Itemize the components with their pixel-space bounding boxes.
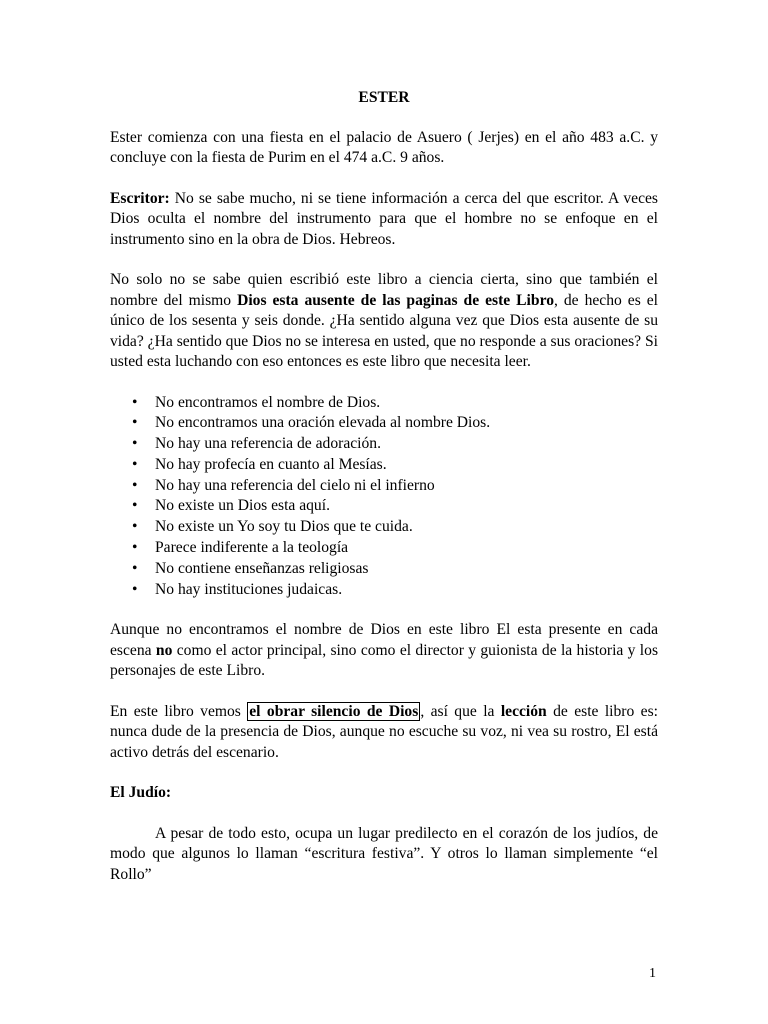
intro-paragraph bbox=[110, 128, 658, 169]
presence-paragraph bbox=[110, 620, 658, 682]
page-number: 1 bbox=[649, 966, 656, 981]
bullet-icon: • bbox=[132, 580, 138, 598]
boxed-phrase: el obrar silencio de Dios bbox=[249, 702, 419, 720]
bullet-icon: • bbox=[132, 539, 138, 557]
list-item bbox=[110, 538, 658, 559]
bullet-icon: • bbox=[132, 435, 138, 453]
absence-text-after: , de hecho es el único de los sesenta y seis donde. ¿Ha sentido alguna vez que Dios esta ausente de su vida? ¿Ha sentido que Dios no se interesa en usted, que no responde a sus oraciones? Si usted esta luchando con eso entonces es este libro que necesita leer. bbox=[110, 291, 659, 370]
absence-paragraph bbox=[110, 270, 658, 373]
intro-text: Ester comienza con una fiesta en el palacio de Asuero ( Jerjes) en el año 483 a.C. y concluye con la fiesta de Purim en el 474 a.C. 9 años. bbox=[110, 128, 658, 166]
list-item-text: No encontramos el nombre de Dios. bbox=[155, 393, 381, 411]
page-title: ESTER bbox=[358, 89, 410, 106]
bullet-icon: • bbox=[132, 393, 138, 411]
document-body bbox=[110, 88, 658, 905]
lesson-text-after: de este libro es: nunca dude de la presencia de Dios, aunque no escuche su voz, ni vea su rostro, El está activo detrás del escenario. bbox=[110, 702, 658, 761]
writer-text: No se sabe mucho, ni se tiene información a cerca del que escritor. A veces Dios oculta el nombre del instrumento para que el hombre no se enfoque en el instrumento sino en la obra de Dios. Hebreos. bbox=[110, 189, 658, 248]
judio-heading bbox=[110, 783, 658, 804]
judio-paragraph bbox=[110, 824, 658, 886]
presence-text-after: como el actor principal, sino como el director y guionista de la historia y los personajes de este Libro. bbox=[110, 641, 659, 680]
absence-text-before: No solo no se sabe quien escribió este libro a ciencia cierta, sino que también el nombre del mismo bbox=[110, 271, 658, 309]
presence-text-bold: no bbox=[155, 641, 173, 659]
list-item bbox=[110, 476, 658, 497]
judio-heading-text: El Judío: bbox=[110, 784, 172, 802]
lesson-text-middle: , así que la bbox=[420, 702, 501, 720]
list-item bbox=[110, 455, 658, 476]
list-item bbox=[110, 413, 658, 434]
list-item-text: No existe un Dios esta aquí. bbox=[155, 497, 330, 515]
bullet-icon: • bbox=[132, 414, 138, 432]
bullet-icon: • bbox=[132, 559, 138, 577]
absence-text-bold: Dios esta ausente de las paginas de este Libro bbox=[237, 291, 555, 309]
list-item-text: No contiene enseñanzas religiosas bbox=[155, 559, 369, 577]
list-item-text: No hay una referencia de adoración. bbox=[155, 435, 381, 453]
list-item bbox=[110, 434, 658, 455]
bullet-icon: • bbox=[132, 497, 138, 515]
lesson-word: lección bbox=[500, 702, 547, 720]
list-item-text: No hay profecía en cuanto al Mesías. bbox=[155, 455, 387, 473]
list-item bbox=[110, 393, 658, 414]
absence-bullet-list bbox=[110, 393, 658, 601]
bullet-icon: • bbox=[132, 476, 138, 494]
list-item-text: No hay una referencia del cielo ni el infierno bbox=[155, 476, 435, 494]
presence-text-before: Aunque no encontramos el nombre de Dios en este libro El esta presente en cada escena bbox=[110, 621, 658, 659]
list-item-text: Parece indiferente a la teología bbox=[155, 539, 349, 557]
list-item-text: No existe un Yo soy tu Dios que te cuida. bbox=[155, 518, 413, 536]
lesson-paragraph bbox=[110, 702, 658, 764]
list-item bbox=[110, 517, 658, 538]
list-item-text: No hay instituciones judaicas. bbox=[155, 580, 343, 598]
writer-label: Escritor: bbox=[110, 189, 170, 207]
list-item bbox=[110, 559, 658, 580]
judio-text: A pesar de todo esto, ocupa un lugar predilecto en el corazón de los judíos, de modo que algunos lo llaman “escritura festiva”. Y otros lo llaman simplemente “el Rollo” bbox=[110, 824, 658, 883]
list-item bbox=[110, 580, 658, 601]
bullet-icon: • bbox=[132, 455, 138, 473]
list-item-text: No encontramos una oración elevada al nombre Dios. bbox=[155, 414, 491, 432]
list-item bbox=[110, 496, 658, 517]
bullet-icon: • bbox=[132, 518, 138, 536]
lesson-text-before: En este libro vemos bbox=[110, 702, 248, 720]
writer-paragraph bbox=[110, 189, 658, 251]
